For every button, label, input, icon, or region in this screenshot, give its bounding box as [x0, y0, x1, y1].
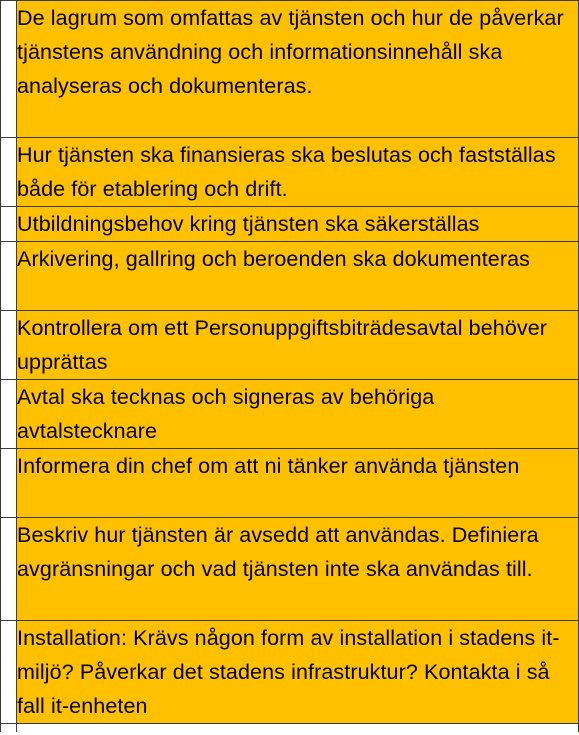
table-row [1, 138, 579, 207]
checklist-cell[interactable]: Hur tjänsten ska finansieras ska beslutas och fastställas både för etablering och drift. [17, 138, 579, 207]
table-row-empty [1, 724, 579, 733]
empty-cell[interactable] [17, 724, 579, 733]
checklist-cell[interactable]: Utbildningsbehov kring tjänsten ska säkerställas [17, 207, 579, 242]
checklist-cell[interactable]: Kontrollera om ett Personuppgiftsbiträdesavtal behöver upprättas [17, 311, 579, 380]
table-row [1, 1, 579, 138]
row-gutter-cell[interactable] [1, 207, 17, 242]
row-gutter-cell[interactable] [1, 449, 17, 518]
checklist-cell[interactable]: Installation: Krävs någon form av installation i stadens it-miljö? Påverkar det stadens infrastruktur? Kontakta i så fall it-enheten [17, 621, 579, 724]
table-row [1, 242, 579, 311]
row-gutter-cell[interactable] [1, 311, 17, 380]
table-row [1, 621, 579, 724]
row-gutter-cell[interactable] [1, 621, 17, 724]
checklist-cell[interactable]: Arkivering, gallring och beroenden ska dokumenteras [17, 242, 579, 311]
table-row [1, 207, 579, 242]
row-gutter-cell[interactable] [1, 1, 17, 138]
table-row [1, 449, 579, 518]
checklist-cell[interactable]: De lagrum som omfattas av tjänsten och hur de påverkar tjänstens användning och informationsinnehåll ska analyseras och dokumenteras. [17, 1, 579, 138]
row-gutter-cell[interactable] [1, 138, 17, 207]
checklist-cell[interactable]: Beskriv hur tjänsten är avsedd att användas. Definiera avgränsningar och vad tjänsten inte ska användas till. [17, 518, 579, 621]
table-row [1, 518, 579, 621]
row-gutter-cell[interactable] [1, 380, 17, 449]
checklist-cell[interactable]: Informera din chef om att ni tänker använda tjänsten [17, 449, 579, 518]
row-gutter-cell[interactable] [1, 724, 17, 733]
row-gutter-cell[interactable] [1, 518, 17, 621]
table-row [1, 311, 579, 380]
checklist-cell[interactable]: Avtal ska tecknas och signeras av behöriga avtalstecknare [17, 380, 579, 449]
table-row [1, 380, 579, 449]
row-gutter-cell[interactable] [1, 242, 17, 311]
